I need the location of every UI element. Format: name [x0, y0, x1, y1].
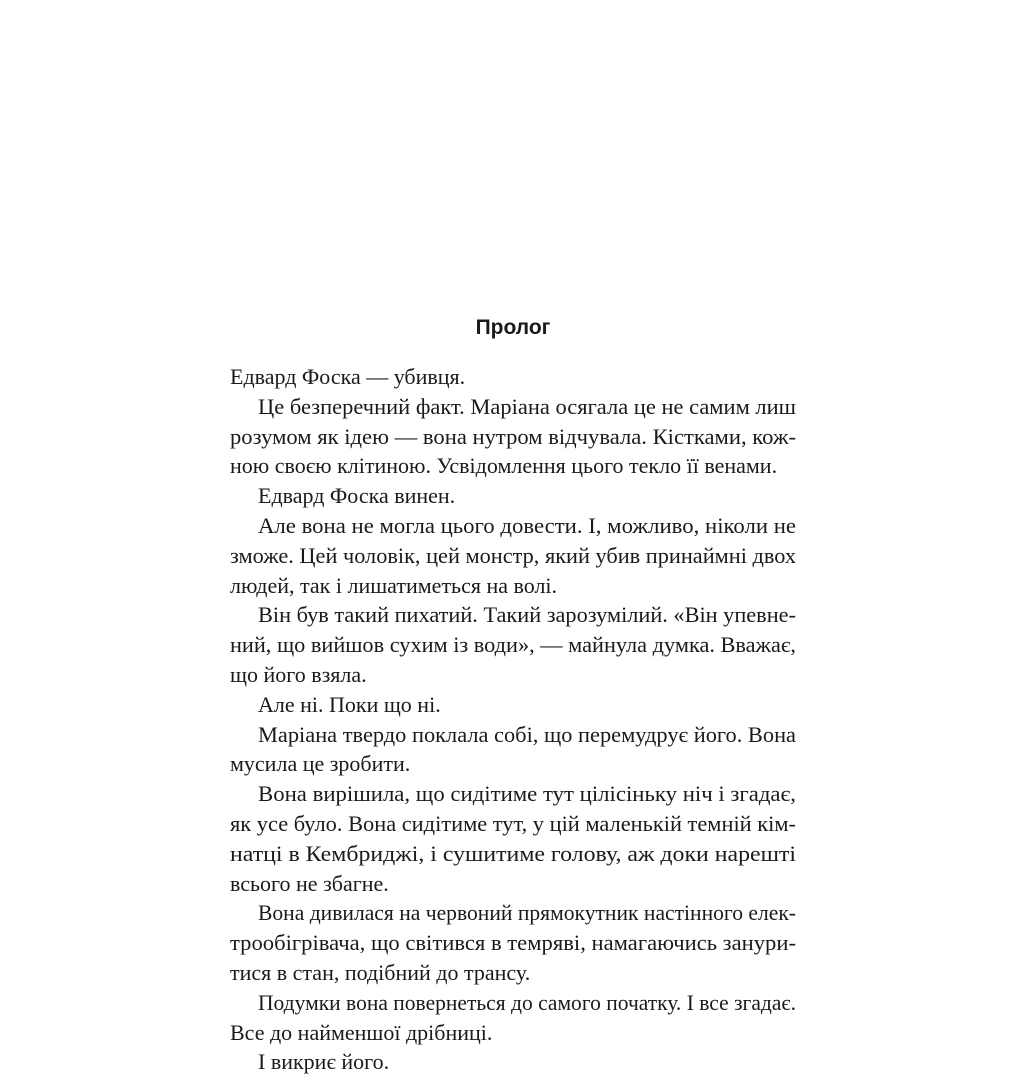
text-line: мусила це зробити.	[230, 751, 411, 777]
text-line: тися в стан, подібний до трансу.	[230, 959, 531, 985]
body-text	[230, 362, 796, 1077]
text-line: що його взяла.	[230, 661, 367, 687]
text-line: Вона вирішила, що сидітиме тут цілісіньку ніч і згадає,	[258, 781, 796, 807]
text-line: Вона дивилася на червоний прямокутник настінного елек-	[258, 900, 796, 926]
text-line: Все до найменшої дрібниці.	[230, 1019, 493, 1045]
text-line: натці в Кембриджі, і сушитиме голову, аж доки нарешті	[230, 840, 796, 866]
text-line: Це безперечний факт. Маріана осягала це не самим лиш	[258, 393, 796, 419]
text-line: як усе було. Вона сидітиме тут, у цій маленькій темній кім-	[230, 810, 796, 836]
text-line: Едвард Фоска — убивця.	[230, 364, 466, 389]
text-line: зможе. Цей чоловік, цей монстр, який убив принаймні двох	[230, 542, 796, 568]
text-line: І викриє його.	[258, 1049, 390, 1075]
text-line: Маріана твердо поклала собі, що перемудрує його. Вона	[258, 721, 796, 747]
text-line: Але ні. Поки що ні.	[258, 691, 441, 717]
text-line: Він був такий пихатий. Такий зарозумілий. «Він упевне-	[258, 602, 796, 628]
text-line: ною своєю клітиною. Усвідомлення цього текло її венами.	[230, 453, 778, 479]
text-line: всього не збагне.	[230, 870, 389, 896]
text-line: розумом як ідею — вона нутром відчувала. Кістками, кож-	[230, 423, 796, 449]
text-line: трообігрівача, що світився в темряві, намагаючись занури-	[230, 930, 796, 956]
text-line: людей, так і лишатиметься на волі.	[230, 572, 558, 598]
text-line: Але вона не могла цього довести. І, можливо, ніколи не	[258, 512, 796, 538]
text-line: Едвард Фоска винен.	[258, 483, 456, 509]
text-line: Подумки вона повернеться до самого початку. І все згадає.	[258, 989, 796, 1015]
chapter-title: Пролог	[475, 316, 551, 339]
text-line: ний, що вийшов сухим із води», — майнула думка. Вважає,	[230, 632, 796, 658]
